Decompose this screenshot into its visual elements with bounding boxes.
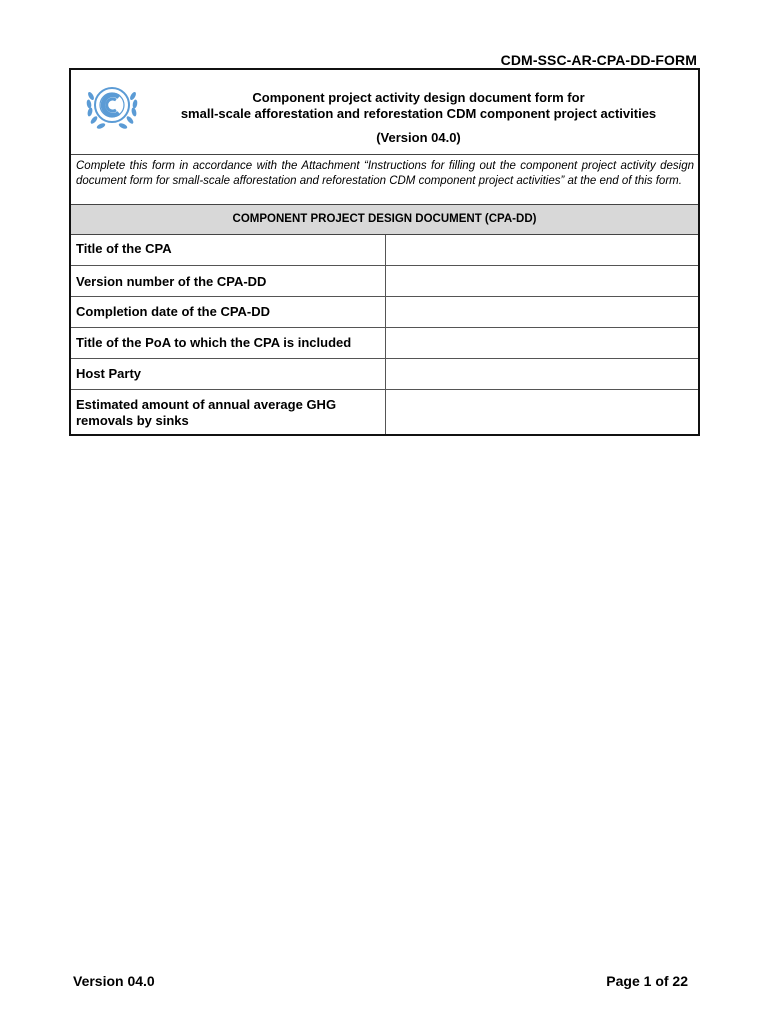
field-host-party[interactable]	[385, 358, 698, 389]
row-label-title-of-poa: Title of the PoA to which the CPA is included	[71, 327, 385, 358]
table-row	[71, 389, 698, 434]
field-ghg-removals[interactable]	[385, 389, 698, 434]
table-row	[71, 358, 698, 389]
unfccc-logo-icon	[81, 78, 143, 136]
row-label-version-number: Version number of the CPA-DD	[71, 265, 385, 296]
field-completion-date[interactable]	[385, 296, 698, 327]
field-title-of-cpa[interactable]	[385, 235, 698, 265]
cpa-dd-table	[71, 235, 698, 434]
footer-version: Version 04.0	[73, 973, 155, 989]
row-label-completion-date: Completion date of the CPA-DD	[71, 296, 385, 327]
field-version-number[interactable]	[385, 265, 698, 296]
form-header	[71, 70, 698, 155]
form-code: CDM-SSC-AR-CPA-DD-FORM	[500, 52, 697, 68]
footer-page-number: Page 1 of 22	[606, 973, 688, 989]
title-line-2: small-scale afforestation and reforestation CDM component project activities	[180, 106, 657, 121]
table-row	[71, 265, 698, 296]
section-heading: COMPONENT PROJECT DESIGN DOCUMENT (CPA-DD)	[71, 205, 698, 235]
form-title	[151, 90, 686, 146]
title-version: (Version 04.0)	[376, 130, 461, 145]
instructions-text: Complete this form in accordance with the Attachment “Instructions for filling out the component project activity design document form for small-scale afforestation and reforestation CDM component project activities” at the end of this form.	[71, 155, 698, 205]
row-label-host-party: Host Party	[71, 358, 385, 389]
form-frame	[69, 68, 700, 436]
table-row	[71, 327, 698, 358]
row-label-title-of-cpa: Title of the CPA	[71, 235, 385, 265]
field-title-of-poa[interactable]	[385, 327, 698, 358]
title-line-1: Component project activity design document form for	[252, 90, 585, 105]
table-row	[71, 296, 698, 327]
table-row	[71, 235, 698, 265]
row-label-ghg-removals: Estimated amount of annual average GHG removals by sinks	[71, 389, 385, 434]
